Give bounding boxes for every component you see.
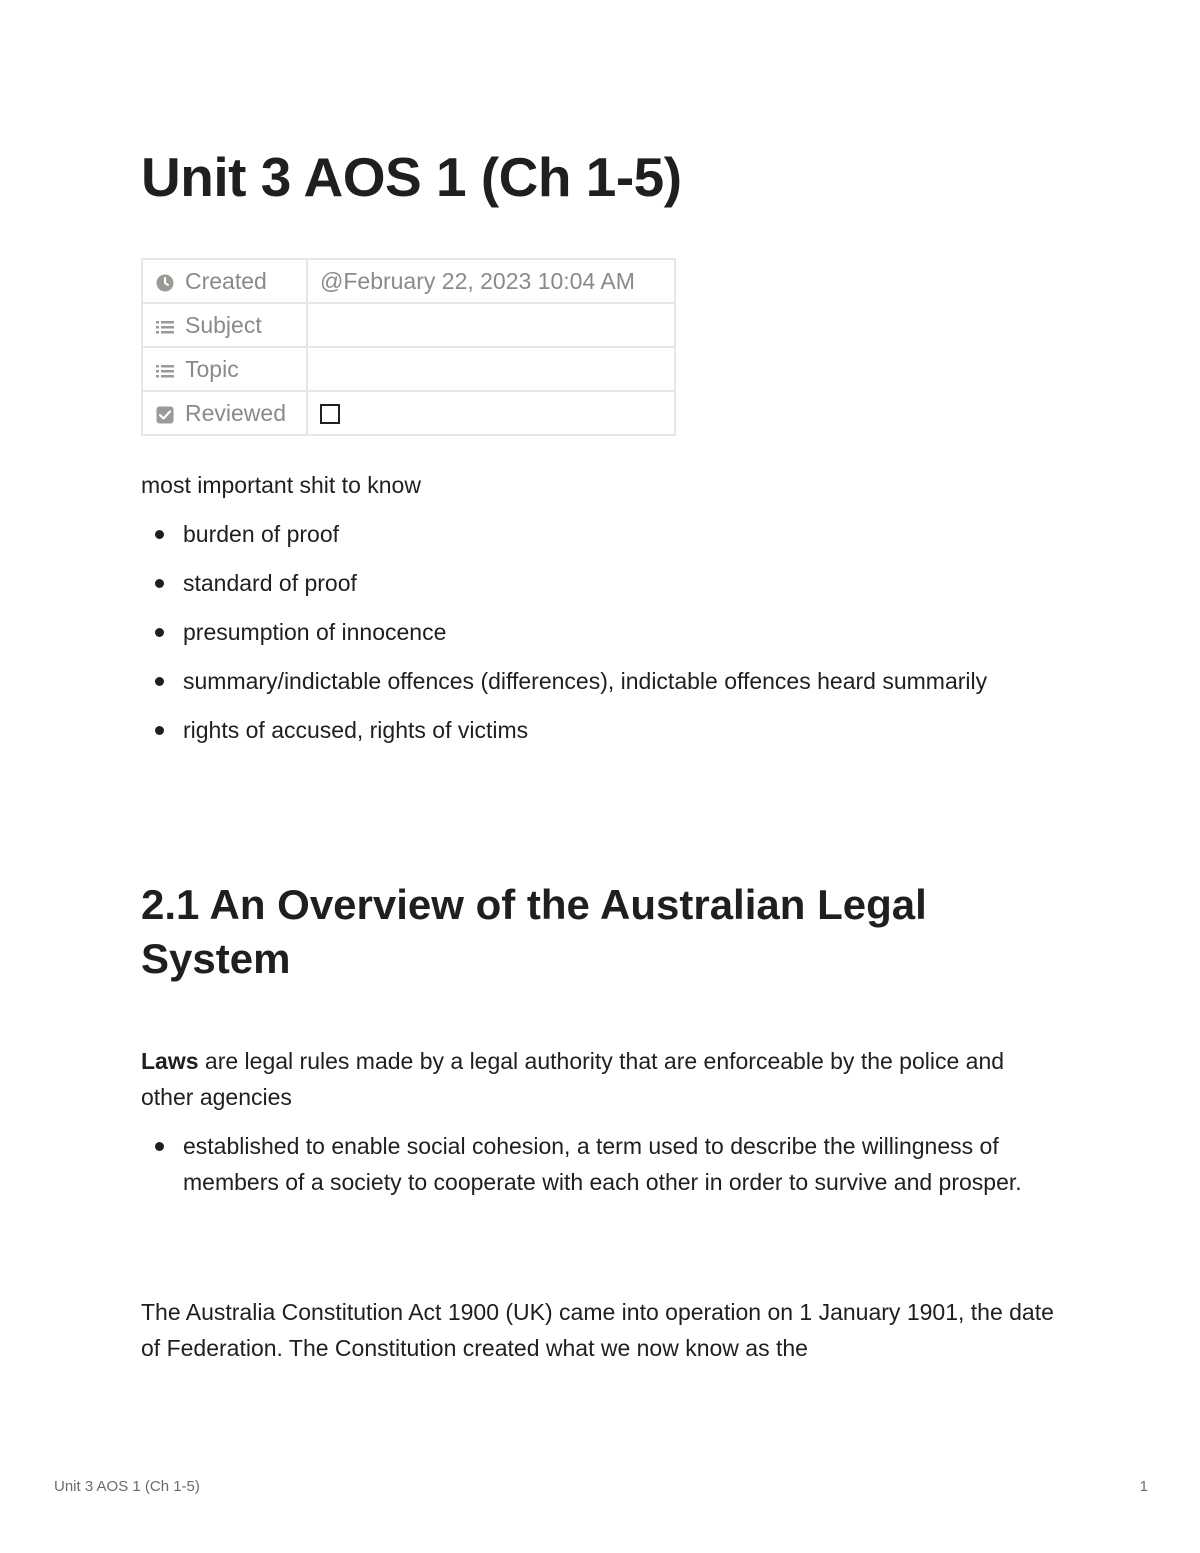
list-item: burden of proof xyxy=(141,516,1061,552)
property-name-cell xyxy=(142,259,307,303)
property-label: Topic xyxy=(185,355,239,382)
property-name-cell xyxy=(142,347,307,391)
property-name-cell xyxy=(142,391,307,435)
reviewed-checkbox[interactable] xyxy=(320,404,340,424)
list-item: rights of accused, rights of victims xyxy=(141,712,1061,748)
constitution-paragraph: The Australia Constitution Act 1900 (UK) came into operation on 1 January 1901, the date of Federation. The Constitution created what we now know as the xyxy=(141,1299,1054,1361)
footer-document-title: Unit 3 AOS 1 (Ch 1-5) xyxy=(54,1478,200,1495)
laws-term: Laws xyxy=(141,1048,199,1074)
list-icon xyxy=(155,361,175,381)
page-title: Unit 3 AOS 1 (Ch 1-5) xyxy=(141,146,682,208)
reviewed-value xyxy=(307,391,675,435)
laws-definition: are legal rules made by a legal authority that are enforceable by the police and other agencies xyxy=(141,1048,1005,1110)
laws-paragraph xyxy=(141,1043,1061,1115)
list-icon xyxy=(155,317,175,337)
subject-value[interactable] xyxy=(307,303,675,347)
list-item: established to enable social cohesion, a term used to describe the willingness of members of a society to cooperate with each other in order to survive and prosper. xyxy=(141,1128,1061,1200)
laws-points-list xyxy=(141,1128,1061,1213)
intro-text: most important shit to know xyxy=(141,472,421,498)
property-label: Subject xyxy=(185,311,262,338)
properties-table xyxy=(141,258,676,436)
topic-value[interactable] xyxy=(307,347,675,391)
property-row-created xyxy=(142,259,675,303)
list-item: presumption of innocence xyxy=(141,614,1061,650)
property-row-subject xyxy=(142,303,675,347)
checkbox-icon xyxy=(155,405,175,425)
created-date-value[interactable]: @February 22, 2023 10:04 AM xyxy=(307,259,675,303)
list-item: standard of proof xyxy=(141,565,1061,601)
key-points-list xyxy=(141,516,1061,761)
footer-page-number: 1 xyxy=(1139,1478,1148,1495)
property-label: Reviewed xyxy=(185,399,286,426)
property-name-cell xyxy=(142,303,307,347)
clock-icon xyxy=(155,273,175,293)
property-row-reviewed xyxy=(142,391,675,435)
property-row-topic xyxy=(142,347,675,391)
section-heading: 2.1 An Overview of the Australian Legal System xyxy=(141,881,927,982)
property-label: Created xyxy=(185,267,267,294)
list-item: summary/indictable offences (differences), indictable offences heard summarily xyxy=(141,663,1061,699)
